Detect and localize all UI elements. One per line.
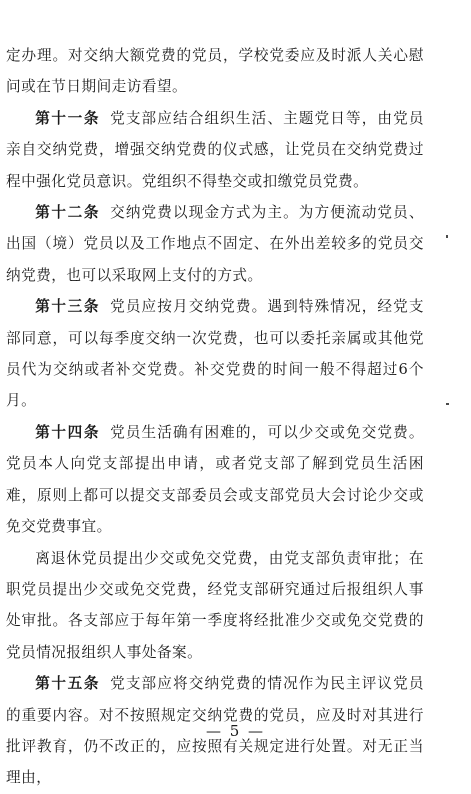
paragraph-text: 党支部应结合组织生活、主题党日等，由党员亲自交纳党费，增强交纳党费的仪式感，让党员在交纳党费过程中强化党员意识。党组织不得垫交或扣缴党员党费。	[6, 109, 424, 190]
paragraph-plain	[6, 543, 424, 669]
article-number: 第十二条	[35, 204, 101, 222]
article-number: 第十一条	[35, 109, 101, 127]
paragraph-text: 党员应按月交纳党费。遇到特殊情况，经党支部同意，可以每季度交纳一次党费，也可以委托亲属或其他党员代为交纳或者补交党费。补交党费的时间一般不得超过6个月。	[6, 298, 424, 410]
paragraph-article-12	[6, 197, 424, 291]
article-number: 第十五条	[35, 675, 101, 693]
paragraph-text: 党员生活确有困难的，可以少交或免交党费。党员本人向党支部提出申请，或者党支部了解到党员生活困难，原则上都可以提交支部委员会或支部党员大会讨论少交或免交党费事宜。	[6, 423, 424, 536]
paragraph-text: 党支部应将交纳党费的情况作为民主评议党员的重要内容。对不按照规定交纳党费的党员，应及时对其进行批评教育，仍不改正的，应按照有关规定进行处置。对无正当理由，	[6, 675, 424, 787]
scan-mark	[446, 403, 449, 405]
document-body	[6, 40, 424, 794]
paragraph-article-11	[6, 103, 424, 197]
article-number: 第十三条	[35, 298, 101, 316]
paragraph-text: 定办理。对交纳大额党费的党员，学校党委应及时派人关心慰问或在节日期间走访看望。	[6, 47, 424, 96]
scan-mark	[446, 235, 448, 238]
paragraph-article-13	[6, 291, 424, 417]
page-number: — 5 —	[205, 722, 266, 740]
paragraph-continuation	[6, 40, 424, 103]
paragraph-text: 交纳党费以现金方式为主。为方便流动党员、出国（境）党员以及工作地点不固定、在外出差较多的党员交纳党费，也可以采取网上支付的方式。	[6, 204, 424, 284]
paragraph-article-14	[6, 417, 424, 543]
paragraph-text: 离退休党员提出少交或免交党费，由党支部负责审批；在职党员提出少交或免交党费，经党支部研究通过后报组织人事处审批。各支部应于每年第一季度将经批准少交或免交党费的党员情况报组织人事处备案。	[6, 549, 424, 661]
article-number: 第十四条	[35, 423, 101, 441]
